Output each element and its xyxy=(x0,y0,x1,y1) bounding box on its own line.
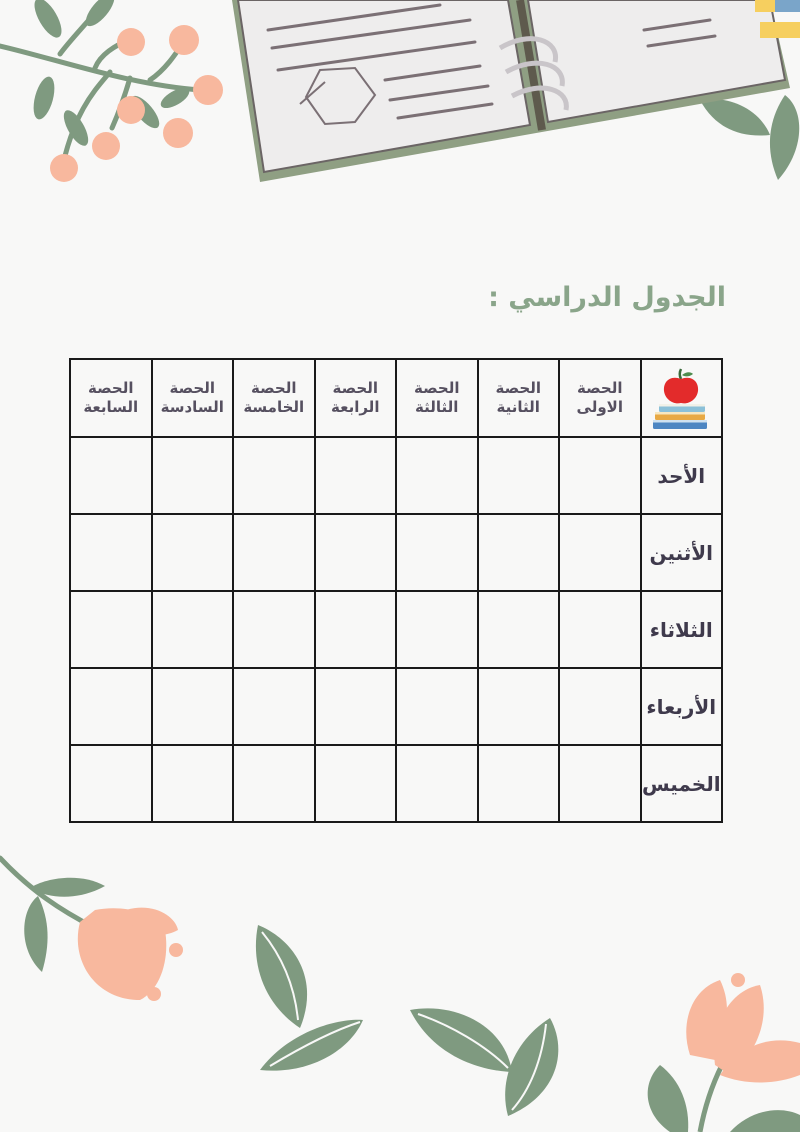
flower-right-decoration xyxy=(630,965,800,1132)
period-header-5: الحصة الخامسة xyxy=(233,359,315,437)
day-row-sunday xyxy=(70,437,722,514)
schedule-cell[interactable] xyxy=(396,745,478,822)
period-header-2: الحصة الثانية xyxy=(478,359,560,437)
schedule-cell[interactable] xyxy=(70,745,152,822)
schedule-cell[interactable] xyxy=(70,514,152,591)
schedule-cell[interactable] xyxy=(396,514,478,591)
schedule-cell[interactable] xyxy=(233,745,315,822)
leaves-center-decoration xyxy=(250,920,580,1132)
period-header-3: الحصة الثالثة xyxy=(396,359,478,437)
berry-branch-decoration xyxy=(0,0,240,200)
schedule-cell[interactable] xyxy=(152,745,234,822)
schedule-cell[interactable] xyxy=(315,514,397,591)
schedule-cell[interactable] xyxy=(233,437,315,514)
period-header-4: الحصة الرابعة xyxy=(315,359,397,437)
schedule-cell[interactable] xyxy=(152,591,234,668)
header-row xyxy=(70,359,722,437)
schedule-cell[interactable] xyxy=(152,668,234,745)
notebook-decoration xyxy=(230,0,800,190)
apple-books-icon xyxy=(651,365,711,431)
schedule-cell[interactable] xyxy=(559,668,641,745)
schedule-cell[interactable] xyxy=(559,437,641,514)
day-row-monday xyxy=(70,514,722,591)
schedule-cell[interactable] xyxy=(233,668,315,745)
period-header-1: الحصة الاولى xyxy=(559,359,641,437)
schedule-cell[interactable] xyxy=(152,437,234,514)
corner-cell xyxy=(641,359,723,437)
schedule-cell[interactable] xyxy=(70,591,152,668)
day-label: الأربعاء xyxy=(641,668,723,745)
day-label: الأثنين xyxy=(641,514,723,591)
schedule-cell[interactable] xyxy=(70,437,152,514)
schedule-cell[interactable] xyxy=(315,668,397,745)
schedule-cell[interactable] xyxy=(559,591,641,668)
schedule-cell[interactable] xyxy=(478,591,560,668)
flower-left-decoration xyxy=(0,850,200,1010)
day-row-wednesday xyxy=(70,668,722,745)
schedule-cell[interactable] xyxy=(559,745,641,822)
schedule-cell[interactable] xyxy=(396,591,478,668)
schedule-cell[interactable] xyxy=(478,745,560,822)
day-row-thursday xyxy=(70,745,722,822)
day-label: الأحد xyxy=(641,437,723,514)
period-header-7: الحصة السابعة xyxy=(70,359,152,437)
schedule-cell[interactable] xyxy=(233,514,315,591)
schedule-cell[interactable] xyxy=(478,514,560,591)
schedule-cell[interactable] xyxy=(152,514,234,591)
period-header-6: الحصة السادسة xyxy=(152,359,234,437)
schedule-cell[interactable] xyxy=(478,668,560,745)
schedule-cell[interactable] xyxy=(315,745,397,822)
schedule-cell[interactable] xyxy=(315,591,397,668)
day-row-tuesday xyxy=(70,591,722,668)
schedule-cell[interactable] xyxy=(559,514,641,591)
schedule-cell[interactable] xyxy=(478,437,560,514)
day-label: الخميس xyxy=(641,745,723,822)
schedule-cell[interactable] xyxy=(233,591,315,668)
schedule-cell[interactable] xyxy=(70,668,152,745)
day-label: الثلاثاء xyxy=(641,591,723,668)
schedule-table xyxy=(69,358,723,823)
schedule-cell[interactable] xyxy=(396,668,478,745)
page-title: الجدول الدراسي : xyxy=(488,282,726,313)
schedule-cell[interactable] xyxy=(315,437,397,514)
schedule-cell[interactable] xyxy=(396,437,478,514)
